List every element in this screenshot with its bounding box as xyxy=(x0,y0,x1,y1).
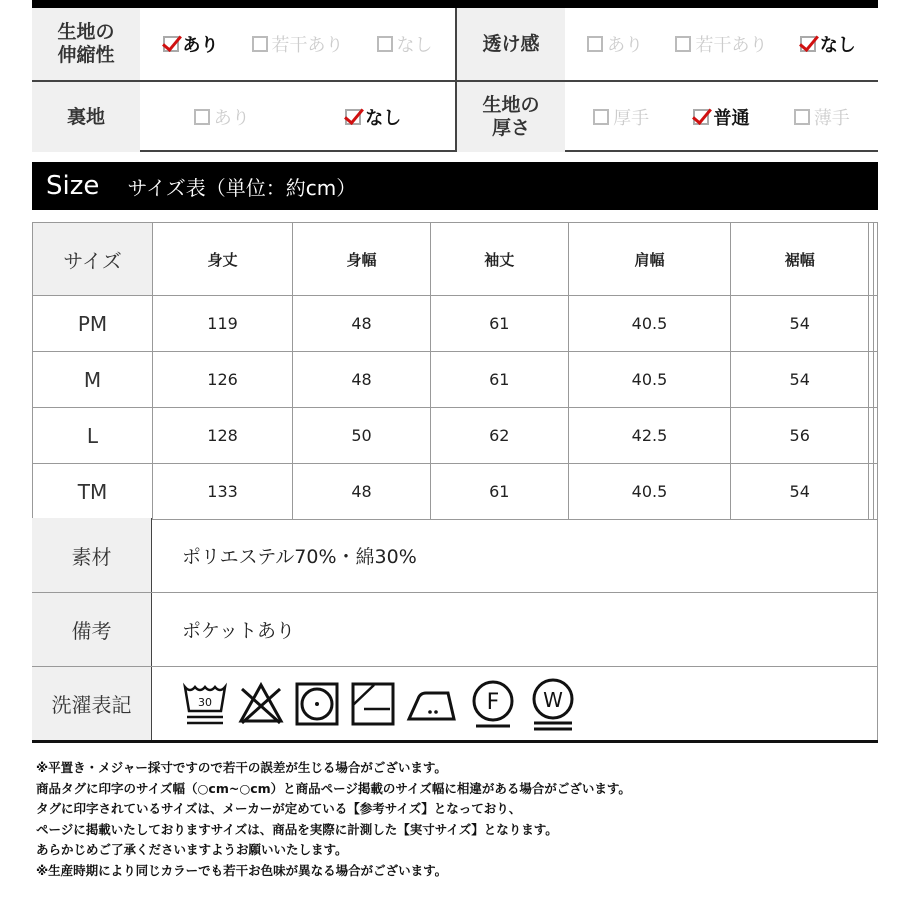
size-section-header xyxy=(32,162,878,210)
attribute-label: 裏地 xyxy=(32,82,140,152)
checked-checkbox-icon xyxy=(163,36,179,52)
attribute-group xyxy=(455,8,878,80)
checkbox-icon xyxy=(252,36,268,52)
attribute-option xyxy=(800,31,856,57)
table-row xyxy=(33,464,878,520)
checked-checkbox-icon xyxy=(800,36,816,52)
checked-checkbox-icon xyxy=(693,109,709,125)
note-line: ページに掲載いたしておりますサイズは、商品を実際に計測した【実寸サイズ】となります。 xyxy=(36,821,558,837)
note-line: タグに印字されているサイズは、メーカーが定めている【参考サイズ】となっており、 xyxy=(36,801,522,816)
table-row xyxy=(33,296,878,352)
option-label: 厚手 xyxy=(613,108,650,129)
table-cell: 126 xyxy=(153,352,293,408)
table-cell: 133 xyxy=(153,464,293,520)
dry-clean-f-icon xyxy=(468,679,518,729)
material-value: ポリエステル70%・綿30% xyxy=(152,518,878,592)
no-bleach-icon xyxy=(238,681,284,727)
attribute-options xyxy=(565,8,878,80)
attribute-label: 透け感 xyxy=(457,8,565,80)
table-cell: 40.5 xyxy=(568,352,731,408)
size-title: Size xyxy=(46,171,100,201)
option-label: 普通 xyxy=(713,108,750,129)
attribute-option xyxy=(587,31,643,57)
table-cell: 61 xyxy=(430,464,568,520)
remarks-value: ポケットあり xyxy=(152,593,878,666)
attribute-options xyxy=(565,82,878,152)
table-cell: 56 xyxy=(731,408,869,464)
table-cell: 54 xyxy=(731,352,869,408)
option-label: なし xyxy=(365,108,402,129)
size-subtitle: サイズ表（単位：約cm） xyxy=(127,175,357,200)
attribute-option xyxy=(593,104,649,130)
table-cell: 50 xyxy=(293,408,431,464)
attribute-row xyxy=(32,8,878,80)
attribute-option xyxy=(194,104,250,130)
tumble-dry-icon xyxy=(294,681,340,727)
size-label: M xyxy=(33,352,153,408)
table-cell: 119 xyxy=(153,296,293,352)
wash-temp: 30 xyxy=(198,695,212,709)
option-label: 薄手 xyxy=(813,108,850,129)
table-cell: 40.5 xyxy=(568,296,731,352)
option-label: あり xyxy=(213,108,250,129)
fabric-attributes xyxy=(32,8,878,152)
attribute-label: 生地の 厚さ xyxy=(457,82,565,152)
table-cell: 42.5 xyxy=(568,408,731,464)
size-label: PM xyxy=(33,296,153,352)
column-header xyxy=(873,223,877,296)
column-header: 裾幅 xyxy=(731,223,869,296)
top-bar xyxy=(32,0,878,8)
option-label: あり xyxy=(607,35,644,56)
size-label: TM xyxy=(33,464,153,520)
table-cell: 61 xyxy=(430,296,568,352)
option-label: なし xyxy=(819,35,856,56)
column-header: 肩幅 xyxy=(568,223,731,296)
checkbox-icon xyxy=(587,36,603,52)
table-cell xyxy=(873,352,877,408)
remarks-label: 備考 xyxy=(32,593,152,666)
attribute-option xyxy=(675,31,767,57)
attribute-option xyxy=(163,31,219,57)
checkbox-icon xyxy=(194,109,210,125)
checkbox-icon xyxy=(675,36,691,52)
attribute-option xyxy=(794,104,850,130)
table-cell: 128 xyxy=(153,408,293,464)
size-label: L xyxy=(33,408,153,464)
wet-clean-w-icon xyxy=(528,677,578,731)
note-line: ※生産時期により同じカラーでも若干お色味が異なる場合がございます。 xyxy=(36,862,448,878)
column-header: サイズ xyxy=(33,223,153,296)
table-cell: 48 xyxy=(293,464,431,520)
attribute-group xyxy=(32,8,455,80)
option-label: なし xyxy=(396,35,433,56)
care-icons xyxy=(152,667,878,740)
size-table xyxy=(32,222,878,520)
checkbox-icon xyxy=(377,36,393,52)
option-label: 若干あり xyxy=(271,35,344,56)
table-cell: 54 xyxy=(731,296,869,352)
table-cell: 54 xyxy=(731,464,869,520)
table-cell xyxy=(873,464,877,520)
note-line: ※平置き・メジャー採寸ですので若干の誤差が生じる場合がございます。 xyxy=(36,760,447,775)
attribute-options xyxy=(140,8,455,80)
attribute-option xyxy=(252,31,344,57)
care-row xyxy=(32,666,878,740)
column-header: 身丈 xyxy=(153,223,293,296)
attribute-option xyxy=(345,104,401,130)
material-label: 素材 xyxy=(32,518,152,592)
attribute-group xyxy=(32,82,455,152)
table-cell: 48 xyxy=(293,296,431,352)
wash-30-gentle-icon xyxy=(182,681,228,727)
table-cell: 48 xyxy=(293,352,431,408)
attribute-option xyxy=(377,31,433,57)
table-cell xyxy=(873,296,877,352)
attribute-label: 生地の 伸縮性 xyxy=(32,8,140,80)
wet-clean-letter: W xyxy=(543,687,563,712)
iron-low-icon xyxy=(406,681,458,727)
attribute-options xyxy=(140,82,455,152)
checked-checkbox-icon xyxy=(345,109,361,125)
table-header-row xyxy=(33,223,878,296)
material-row xyxy=(32,518,878,592)
option-label: 若干あり xyxy=(695,35,768,56)
attribute-row xyxy=(32,80,878,152)
table-cell: 40.5 xyxy=(568,464,731,520)
table-row xyxy=(33,408,878,464)
care-label: 洗濯表記 xyxy=(32,667,152,740)
table-row xyxy=(33,352,878,408)
table-cell xyxy=(873,408,877,464)
attribute-group xyxy=(455,82,878,152)
notes xyxy=(36,758,631,881)
column-header: 身幅 xyxy=(293,223,431,296)
checkbox-icon xyxy=(593,109,609,125)
checkbox-icon xyxy=(794,109,810,125)
table-cell: 62 xyxy=(430,408,568,464)
option-label: あり xyxy=(182,35,219,56)
attribute-option xyxy=(693,104,749,130)
note-line: 商品タグに印字のサイズ幅（○cm~○cm）と商品ページ掲載のサイズ幅に相違がある場合がございます。 xyxy=(36,780,631,796)
column-header: 袖丈 xyxy=(430,223,568,296)
product-info xyxy=(32,518,878,743)
line-dry-icon xyxy=(350,681,396,727)
table-cell: 61 xyxy=(430,352,568,408)
note-line: あらかじめご了承くださいますようお願いいたします。 xyxy=(36,842,348,857)
dry-clean-letter: F xyxy=(486,689,500,715)
remarks-row xyxy=(32,592,878,666)
